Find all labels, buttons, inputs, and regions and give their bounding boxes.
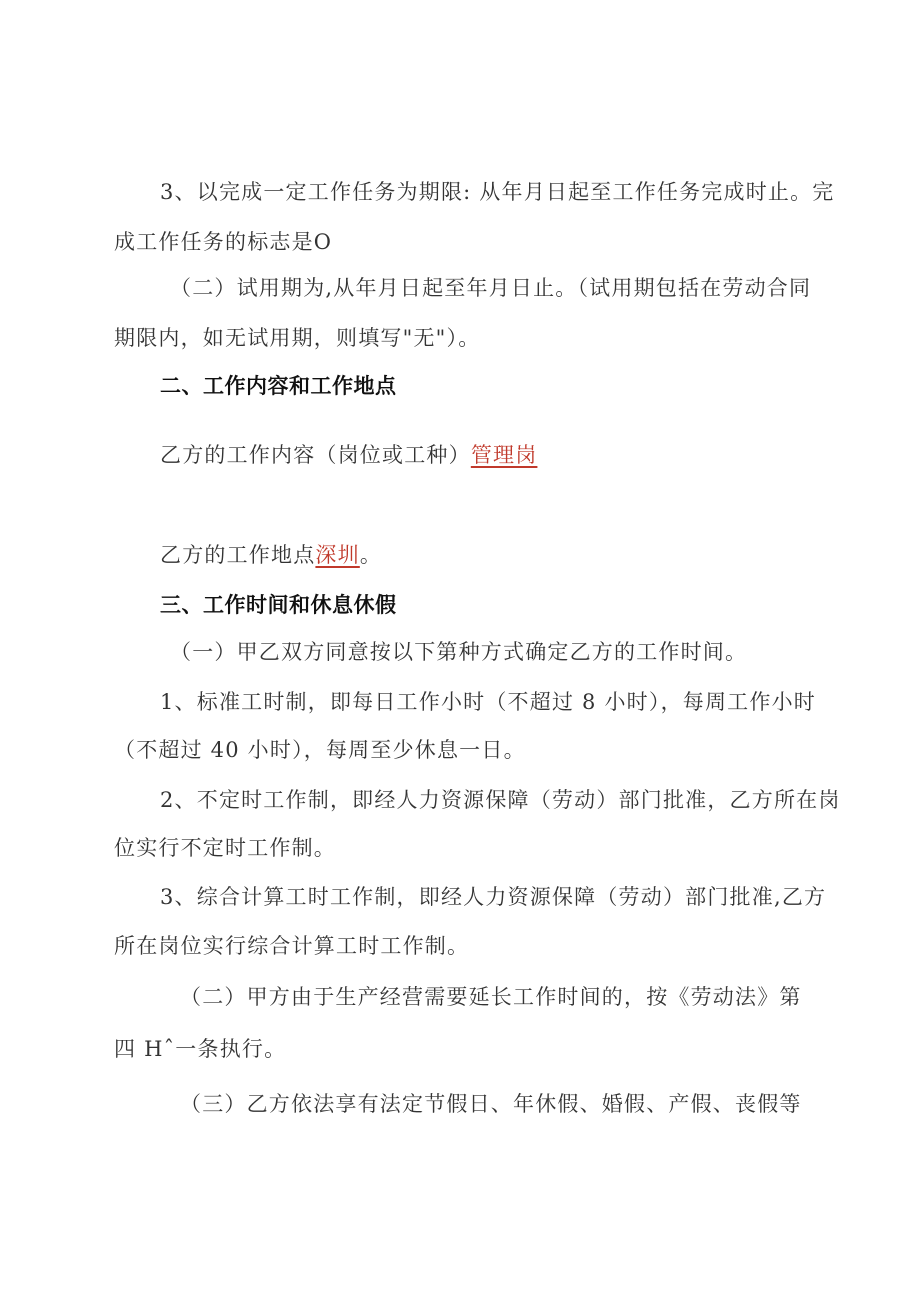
paragraph-standard-hours-line1: 1、标准工时制，即每日工作小时（不超过 8 小时），每周工作小时 xyxy=(160,690,816,714)
work-content-label: 乙方的工作内容（岗位或工种） xyxy=(160,443,471,467)
paragraph-probation-line2: 期限内，如无试用期，则填写"无"）。 xyxy=(114,326,481,350)
paragraph-standard-hours-line2: （不超过 40 小时），每周至少休息一日。 xyxy=(114,738,526,762)
paragraph-term-task-line2: 成工作任务的标志是O xyxy=(114,230,333,254)
work-content-value: 管理岗 xyxy=(470,443,538,467)
work-location-suffix: 。 xyxy=(359,543,383,567)
paragraph-work-content xyxy=(160,441,537,469)
paragraph-comprehensive-hours-line1: 3、综合计算工时工作制，即经人力资源保障（劳动）部门批准,乙方 xyxy=(160,885,827,909)
paragraph-overtime-line1: （二）甲方由于生产经营需要延长工作时间的，按《劳动法》第 xyxy=(180,985,802,1009)
paragraph-work-time-method: （一）甲乙双方同意按以下第种方式确定乙方的工作时间。 xyxy=(170,640,748,664)
paragraph-holidays-line1: （三）乙方依法享有法定节假日、年休假、婚假、产假、丧假等 xyxy=(180,1092,802,1116)
paragraph-probation-line1: （二）试用期为,从年月日起至年月日止。（试用期包括在劳动合同 xyxy=(170,276,812,300)
paragraph-work-location xyxy=(160,541,382,569)
work-location-label: 乙方的工作地点 xyxy=(160,543,316,567)
paragraph-flexible-hours-line1: 2、不定时工作制，即经人力资源保障（劳动）部门批准，乙方所在岗 xyxy=(160,788,841,812)
section-heading-work-content-location: 二、工作内容和工作地点 xyxy=(160,374,397,398)
paragraph-overtime-line2: 四 Hˆ一条执行。 xyxy=(114,1037,287,1061)
paragraph-comprehensive-hours-line2: 所在岗位实行综合计算工时工作制。 xyxy=(114,934,470,958)
paragraph-term-task-line1: 3、以完成一定工作任务为期限: 从年月日起至工作任务完成时止。完 xyxy=(160,180,835,204)
paragraph-flexible-hours-line2: 位实行不定时工作制。 xyxy=(114,836,336,860)
work-location-value: 深圳 xyxy=(315,543,360,567)
section-heading-work-time-rest: 三、工作时间和休息休假 xyxy=(160,593,397,617)
